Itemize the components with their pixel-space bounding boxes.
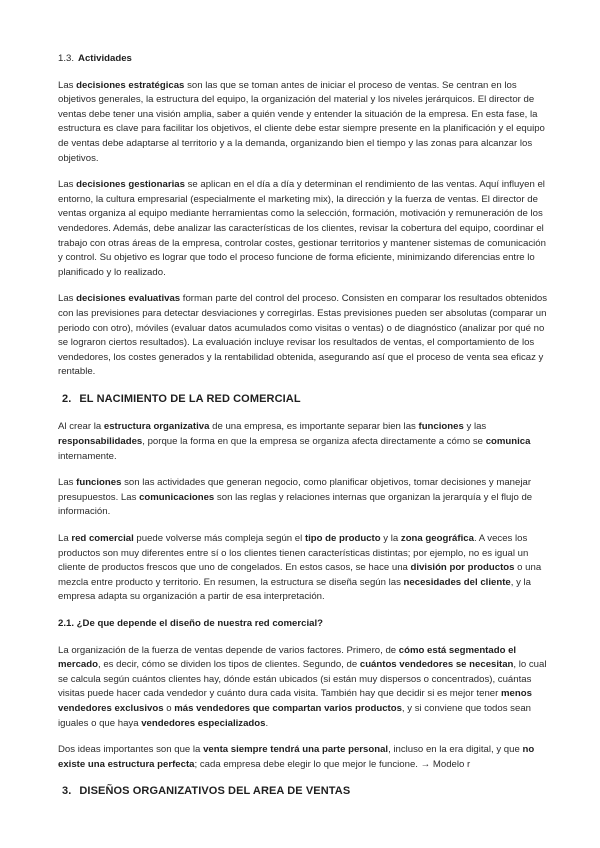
paragraph-functions-communications: Las funciones son las actividades que generan negocio, como planificar objetivos, tomar decisiones y manejar presupuestos. Las comunicaciones son las reglas y relaciones internas que organizan la jerarquía y el flujo de información. <box>58 477 533 518</box>
section-1-3-heading <box>58 52 548 67</box>
paragraph-sales-force-factors: La organización de la fuerza de ventas depende de varios factores. Primero, de cómo está segmentado el mercado, es decir, cómo se dividen los tipos de clientes. Segundo, de cuántos vendedores se necesitan, lo cual se calcula según cuántos clientes hay, dónde están ubicados (si están muy dispersos o concentrados), cuántas visitas puede hacer cada vendedor y cuánto dura cada visita. También hay que decidir si es mejor tener menos vendedores exclusivos o más vendedores que compartan varios productos, y si conviene que todos sean iguales o que haya vendedores especializados. <box>58 644 547 729</box>
paragraph-strategic-decisions: Las decisiones estratégicas son las que se toman antes de iniciar el proceso de ventas. Se centran en los objetivos generales, la estructura del equipo, la organización del material y los niveles jerárquicos. El director de ventas debe tener una visión amplia, saber a quién vende y entender la situación de la empresa. En esta fase, la estructura es clave para facilitar los objetivos, el cliente debe estar siempre presente en la planificación y el equipo de ventas debe adaptarse al territorio y a la demanda, organizando bien el tiempo y las zonas para alcanzar los objetivos. <box>58 79 545 164</box>
section-number: 1.3. <box>58 53 75 64</box>
document-page <box>58 52 548 813</box>
paragraph-evaluative-decisions: Las decisiones evaluativas forman parte del control del proceso. Consisten en comparar los resultados obtenidos con las previsiones para detectar desviaciones y corregirlas. Estas previsiones pueden ser absolutas (comparar un periodo con otro), móviles (evaluar datos acumulados como visitas o ventas) o de diagnóstico (analizar por qué no se lograron ciertos resultados). La evaluación incluye revisar los resultados de ventas, el comportamiento de los vendedores, los costes generados y la rentabilidad obtenida, asegurando así que el proceso de venta sea eficaz y rentable. <box>58 293 548 378</box>
paragraph-organizational-structure: Al crear la estructura organizativa de una empresa, es importante separar bien las funciones y las responsabilidades, porque la forma en que la empresa se organiza afecta directamente a cómo se comunica internamente. <box>58 421 531 462</box>
paragraph-commercial-network: La red comercial puede volverse más compleja según el tipo de producto y la zona geográfica. A veces los productos son muy diferentes entre sí o los clientes tienen características distintas; por ejemplo, no es igual un cliente de productos frescos que uno de congelados. En estos casos, se hace una división por productos o una mezcla entre producto y territorio. En resumen, la estructura se diseña según las necesidades del cliente, y la empresa adapta su organización a partir de esa interpretación. <box>58 533 542 603</box>
section-3-heading: 3. DISEÑOS ORGANIZATIVOS DEL AREA DE VENTAS <box>62 785 351 798</box>
section-2-1-heading: 2.1. ¿De que depende el diseño de nuestra red comercial? <box>58 618 323 629</box>
section-2-heading: 2. EL NACIMIENTO DE LA RED COMERCIAL <box>62 392 301 405</box>
paragraph-management-decisions: Las decisiones gestionarias se aplican en el día a día y determinan el rendimiento de las ventas. Aquí influyen el entorno, la cultura empresarial (especialmente el marketing mix), la dirección y la fuerza de ventas. El director de ventas organiza al equipo mediante herramientas como la selección, formación, motivación y remuneración de los vendedores. Además, debe analizar las características de los clientes, revisar la cobertura del equipo, coordinar el trabajo con otras áreas de la empresa, controlar costes, gestionar territorios y mantener sistemas de comunicación y control. Su objetivo es lograr que todo el proceso funcione de forma eficiente, minimizando diferencias entre lo planificado y lo realizado. <box>58 179 546 278</box>
section-title: Actividades <box>78 53 132 64</box>
paragraph-key-ideas: Dos ideas importantes son que la venta siempre tendrá una parte personal, incluso en la era digital, y que no existe una estructura perfecta; cada empresa debe elegir lo que mejor le funcione. → Modelo r <box>58 744 535 770</box>
